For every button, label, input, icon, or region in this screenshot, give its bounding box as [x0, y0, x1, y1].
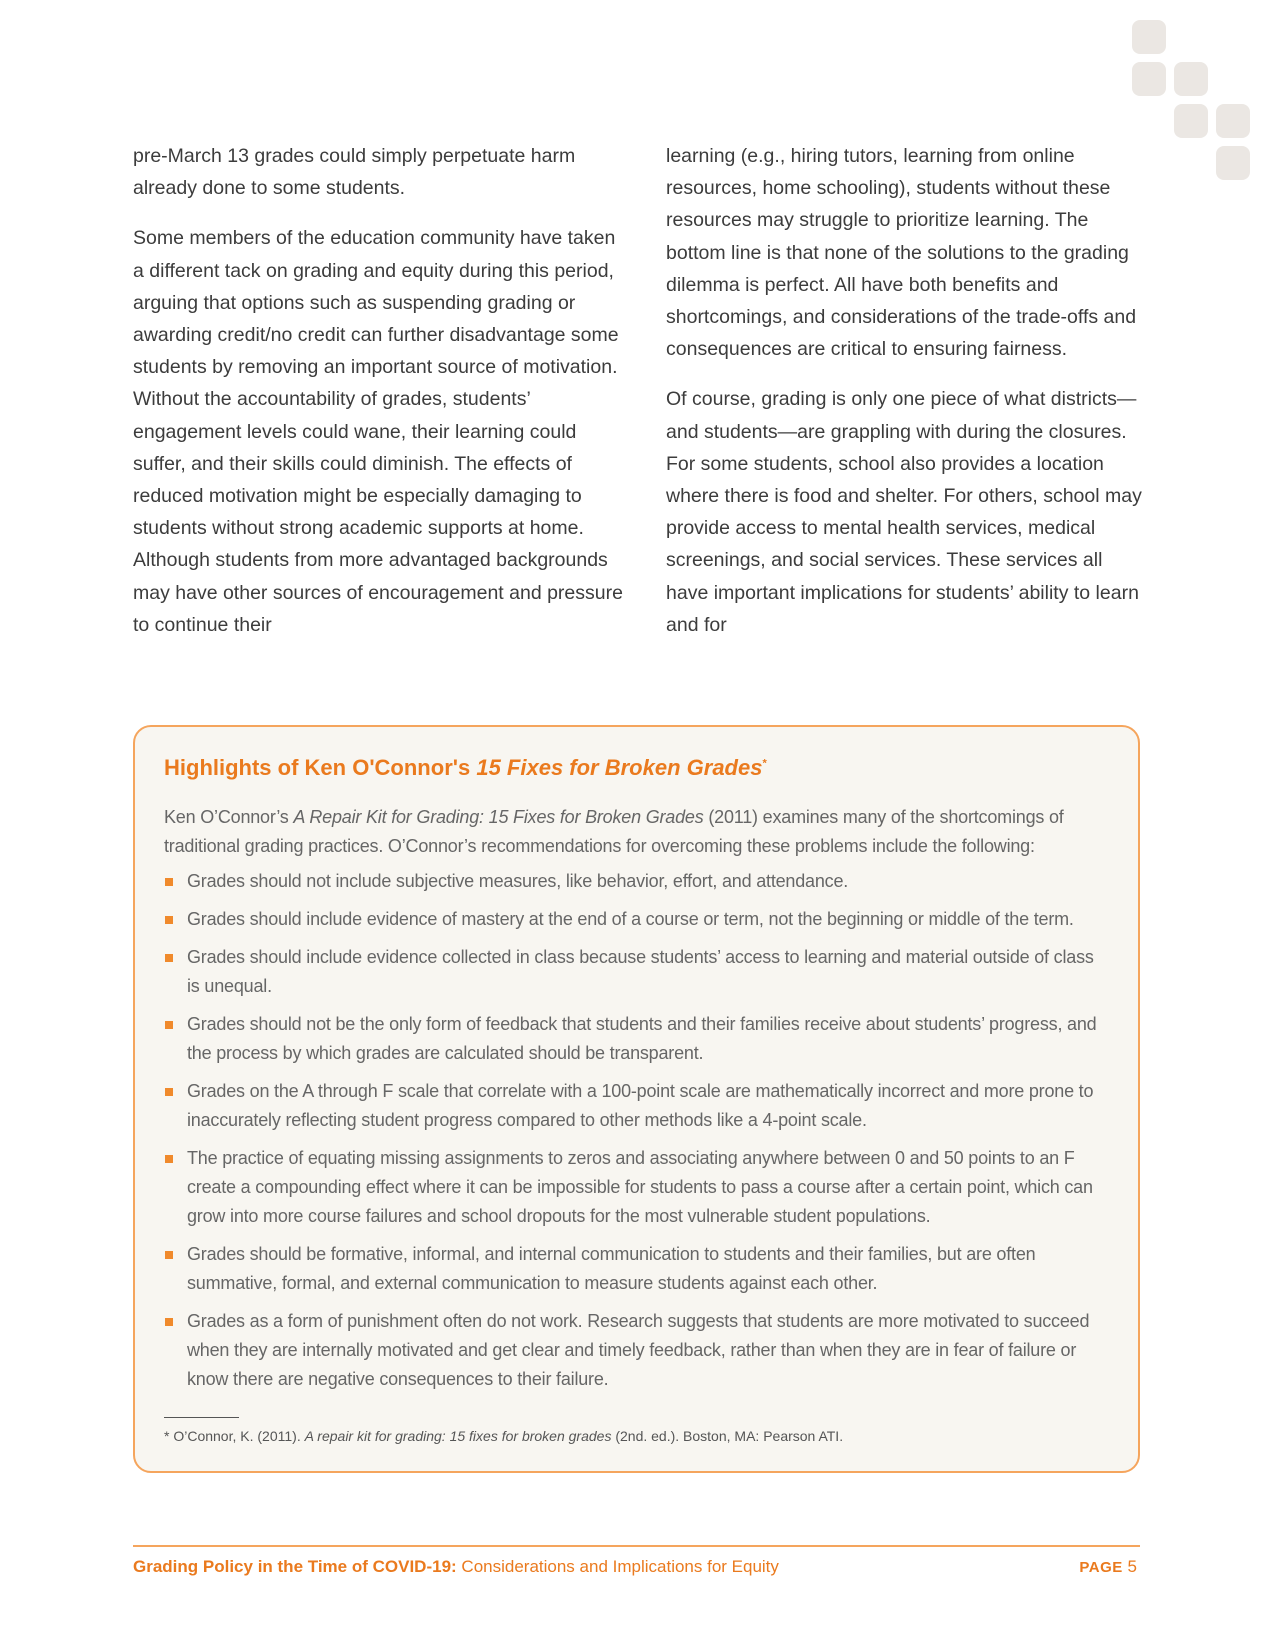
intro-prefix: Ken O’Connor’s [164, 807, 294, 827]
square-bullet-icon [165, 954, 173, 962]
highlights-sidebar-box [133, 725, 1140, 1473]
list-item-text: Grades should include evidence collected in class because students’ access to learning and material outside of class is unequal. [187, 947, 1094, 996]
footer-divider [133, 1545, 1140, 1547]
page-label: PAGE [1079, 1559, 1123, 1576]
decorative-square-5 [1216, 104, 1250, 138]
square-bullet-icon [165, 1088, 173, 1096]
footer-document-title [133, 1555, 779, 1579]
footnote-reference-marker: * [762, 757, 767, 770]
square-bullet-icon [165, 1318, 173, 1326]
list-item-text: Grades should not be the only form of feedback that students and their families receive about students’ progress, and the process by which grades are calculated should be transparent. [187, 1014, 1097, 1063]
footnote-prefix: O’Connor, K. (2011). [169, 1428, 305, 1444]
page-number-value: 5 [1127, 1557, 1137, 1576]
box-title [164, 753, 1098, 783]
decorative-square-4 [1174, 104, 1208, 138]
right-paragraph-2: Of course, grading is only one piece of what districts—and students—are grappling with during the closures. For some students, school also provides a location where there is food and shelter. For others, school may provide access to mental health services, medical screenings, and social services. These services all have important implications for students’ ability to learn and for [666, 388, 1142, 636]
list-item [164, 1010, 1098, 1068]
decorative-square-6 [1216, 146, 1250, 180]
box-intro [164, 803, 1098, 861]
list-item-text: The practice of equating missing assignments to zeros and associating anywhere between 0 and 50 points to an F create a compounding effect where it can be impossible for students to pass a course after a certain point, which can grow into more course failures and school dropouts for the most vulnerable student populations. [187, 1148, 1093, 1226]
list-item-text: Grades on the A through F scale that correlate with a 100-point scale are mathematically incorrect and more prone to inaccurately reflecting student progress compared to other methods like a 4-point scale. [187, 1081, 1094, 1130]
left-column [133, 140, 623, 659]
list-item-text: Grades as a form of punishment often do not work. Research suggests that students are more motivated to succeed when they are internally motivated and get clear and timely feedback, rather than when they are in fear of failure or know there are negative consequences to their failure. [187, 1311, 1090, 1389]
left-paragraph-1: pre-March 13 grades could simply perpetuate harm already done to some students. [133, 145, 576, 200]
box-title-italic: 15 Fixes for Broken Grades [476, 755, 763, 780]
intro-suffix: (2011) examines many of the shortcomings of traditional grading practices. O’Connor’s recommendations for overcoming these problems include the following: [164, 807, 1064, 856]
list-item-text: Grades should be formative, informal, and internal communication to students and their families, but are often summative, formal, and external communication to measure students against each other. [187, 1244, 1036, 1293]
square-bullet-icon [165, 878, 173, 886]
recommendations-list [164, 867, 1098, 1394]
footnote-suffix: (2nd. ed.). Boston, MA: Pearson ATI. [611, 1428, 844, 1444]
page-number [1079, 1555, 1137, 1580]
square-bullet-icon [165, 1155, 173, 1163]
list-item [164, 943, 1098, 1001]
square-bullet-icon [165, 1251, 173, 1259]
footer-title-bold: Grading Policy in the Time of COVID-19: [133, 1557, 457, 1576]
list-item [164, 1307, 1098, 1394]
footnote-italic: A repair kit for grading: 15 fixes for broken grades [304, 1428, 612, 1444]
decorative-square-2 [1132, 62, 1166, 96]
square-bullet-icon [165, 916, 173, 924]
list-item [164, 1077, 1098, 1135]
box-title-prefix: Highlights of Ken O'Connor's [164, 755, 477, 780]
footnote-divider [164, 1417, 239, 1418]
right-column [666, 140, 1146, 659]
list-item [164, 1144, 1098, 1231]
list-item-text: Grades should not include subjective measures, like behavior, effort, and attendance. [187, 871, 849, 891]
intro-book-title: A Repair Kit for Grading: 15 Fixes for Broken Grades [293, 807, 704, 827]
square-bullet-icon [165, 1021, 173, 1029]
list-item [164, 867, 1098, 896]
list-item-text: Grades should include evidence of mastery at the end of a course or term, not the beginning or middle of the term. [187, 909, 1074, 929]
footer-title-rest: Considerations and Implications for Equity [456, 1557, 779, 1576]
right-paragraph-1: learning (e.g., hiring tutors, learning from online resources, home schooling), students without these resources may struggle to prioritize learning. The bottom line is that none of the solutions to the grading dilemma is perfect. All have both benefits and shortcomings, and considerations of the trade-offs and consequences are critical to ensuring fairness. [666, 145, 1137, 361]
footnote [164, 1426, 1098, 1446]
decorative-square-1 [1132, 20, 1166, 54]
list-item [164, 905, 1098, 934]
list-item [164, 1240, 1098, 1298]
footnote-marker: * [164, 1428, 170, 1444]
decorative-square-3 [1174, 62, 1208, 96]
left-paragraph-2: Some members of the education community have taken a different tack on grading and equity during this period, arguing that options such as suspending grading or awarding credit/no credit can further disadvantage some students by removing an important source of motivation. Without the accountability of grades, students’ engagement levels could wane, their learning could suffer, and their skills could diminish. The effects of reduced motivation might be especially damaging to students without strong academic supports at home. Although students from more advantaged backgrounds may have other sources of encouragement and pressure to continue their [133, 227, 623, 636]
